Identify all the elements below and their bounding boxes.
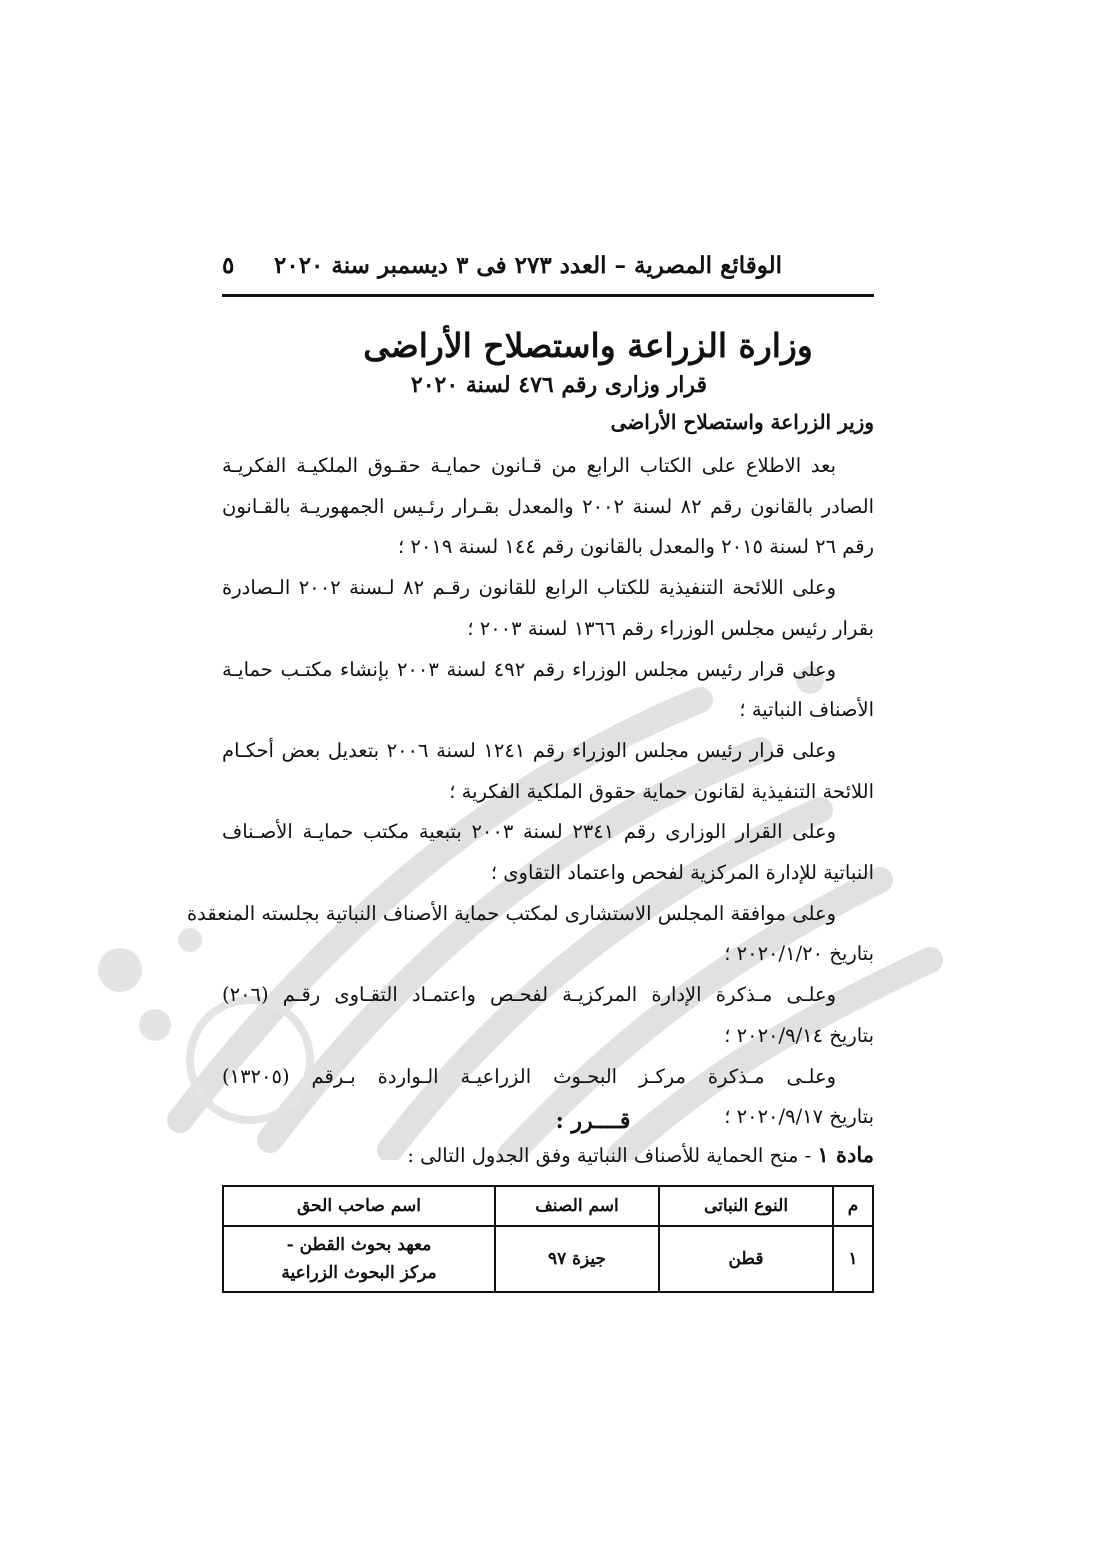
preamble-paragraph (222, 731, 874, 812)
text-line: الصادر بالقانون رقم ٨٢ لسنة ٢٠٠٢ والمعدل بقـرار رئـيس الجمهوريـة بالقـانون (222, 494, 875, 518)
text-line: بتاريخ ٢٠٢٠/٩/١٧ ؛ (724, 1105, 874, 1129)
decree-word: قــــرر : (555, 1108, 631, 1134)
preamble-paragraph (222, 568, 874, 649)
preamble-paragraph (186, 894, 874, 975)
text-line: وعلـى مـذكرة الإدارة المركزيـة لفحـص واعتمـاد التقـاوى رقـم (٢٠٦) (222, 983, 836, 1007)
text-line: وعلى قرار رئيس مجلس الوزراء رقم ١٢٤١ لسنة ٢٠٠٦ بتعديل بعض أحكـام (222, 738, 836, 762)
column-header: م (833, 1186, 873, 1226)
text-line: بتاريخ ٢٠٢٠/٩/١٤ ؛ (724, 1023, 874, 1047)
preamble (186, 446, 875, 1138)
gazette-title: الوقائع المصرية – العدد ٢٧٣ فى ٣ ديسمبر سنة ٢٠٢٠ (273, 252, 782, 279)
minister-heading: وزير الزراعة واستصلاح الأراضى (610, 410, 874, 434)
table-row (223, 1226, 873, 1292)
article-number: مادة ١ (817, 1142, 874, 1167)
column-header: النوع النباتى (659, 1186, 833, 1226)
preamble-paragraph (222, 446, 874, 568)
article-text: - منح الحماية للأصناف النباتية وفق الجدول التالى : (407, 1144, 818, 1167)
decree-title: قرار وزارى رقم ٤٧٦ لسنة ٢٠٢٠ (410, 372, 708, 398)
text-line: وعلـى مـذكرة مركـز البحـوث الزراعيـة الـواردة بـرقم (١٣٢٠٥) (222, 1064, 836, 1088)
text-line: رقم ٢٦ لسنة ٢٠١٥ والمعدل بالقانون رقم ١٤٤ لسنة ٢٠١٩ ؛ (398, 535, 874, 559)
table-cell (223, 1226, 495, 1292)
varieties-table (222, 1185, 874, 1293)
table-cell: قطن (659, 1226, 833, 1292)
preamble-paragraph (222, 812, 874, 893)
text-line: اللائحة التنفيذية لقانون حماية حقوق الملكية الفكرية ؛ (449, 779, 874, 803)
owner-line: معهد بحوث القطن - (286, 1235, 432, 1255)
table-cell: ١ (833, 1226, 873, 1292)
column-header: اسم صاحب الحق (223, 1186, 495, 1226)
text-line: الأصناف النباتية ؛ (739, 698, 874, 722)
article-1 (407, 1142, 874, 1167)
owner-line: مركز البحوث الزراعية (281, 1263, 437, 1283)
table-cell: جيزة ٩٧ (495, 1226, 659, 1292)
text-line: النباتية للإدارة المركزية لفحص واعتماد التقاوى ؛ (490, 861, 874, 885)
page-number: ٥ (222, 252, 235, 279)
gazette-header (222, 248, 874, 288)
text-line: بعد الاطلاع على الكتاب الرابع من قـانون حمايـة حقـوق الملكيـة الفكريـة (222, 454, 836, 477)
column-header: اسم الصنف (495, 1186, 659, 1226)
text-line: وعلى قرار رئيس مجلس الوزراء رقم ٤٩٢ لسنة ٢٠٠٣ بإنشاء مكتـب حمايـة (222, 657, 836, 681)
ministry-heading: وزارة الزراعة واستصلاح الأراضى (363, 326, 813, 365)
text-line: بتاريخ ٢٠٢٠/١/٢٠ ؛ (724, 942, 874, 966)
text-line: بقرار رئيس مجلس الوزراء رقم ١٣٦٦ لسنة ٢٠٠٣ ؛ (467, 616, 874, 640)
preamble-paragraph (222, 975, 874, 1056)
text-line: وعلى القرار الوزارى رقم ٢٣٤١ لسنة ٢٠٠٣ بتبعية مكتب حمايـة الأصـناف (222, 820, 836, 844)
text-line: وعلى اللائحة التنفيذية للكتاب الرابع للقانون رقـم ٨٢ لـسنة ٢٠٠٢ الـصادرة (222, 576, 836, 600)
table-header-row (223, 1186, 873, 1226)
text-line: وعلى موافقة المجلس الاستشارى لمكتب حماية الأصناف النباتية بجلسته المنعقدة (186, 901, 836, 925)
header-divider (222, 294, 874, 297)
preamble-paragraph (222, 650, 874, 731)
